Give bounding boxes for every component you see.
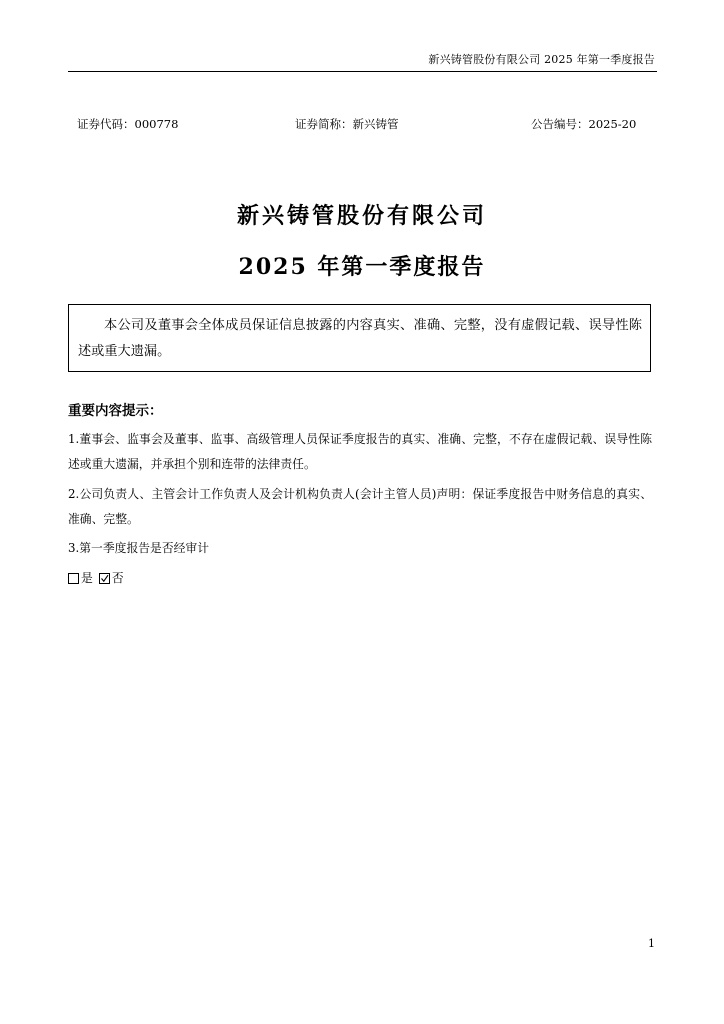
audit-options [68,567,124,589]
statement-box [68,304,651,372]
audit-no-label: 否 [111,571,124,585]
page-number: 1 [648,937,655,950]
running-header-text: 新兴铸管股份有限公司 2025 年第一季度报告 [428,53,655,66]
audit-yes-label: 是 [81,571,93,585]
report-title: 2025 年第一季度报告 [238,254,486,280]
running-header [68,0,657,72]
note-item-1: 1.董事会、监事会及董事、监事、高级管理人员保证季度报告的真实、准确、完整，不存在虚假记载、误导性陈述或重大遗漏，并承担个别和连带的法律责任。 [68,432,652,471]
announcement-number: 公告编号：2025-20 [531,117,637,131]
important-notes-heading: 重要内容提示： [68,403,163,419]
note-item-2: 2.公司负责人、主管会计工作负责人及会计机构负责人(会计主管人员)声明：保证季度报告中财务信息的真实、准确、完整。 [68,487,652,526]
security-short-name: 证券简称：新兴铸管 [295,117,399,131]
audit-no-option[interactable] [99,567,124,589]
checked-box-icon [99,573,110,584]
note-item-3: 3.第一季度报告是否经审计 [68,541,210,555]
unchecked-box-icon [68,573,79,584]
company-title: 新兴铸管股份有限公司 [236,203,487,229]
audit-yes-option[interactable] [68,567,93,589]
statement-text: 本公司及董事会全体成员保证信息披露的内容真实、准确、完整，没有虚假记载、误导性陈述或重大遗漏。 [78,318,642,359]
security-code: 证券代码：000778 [77,117,179,131]
